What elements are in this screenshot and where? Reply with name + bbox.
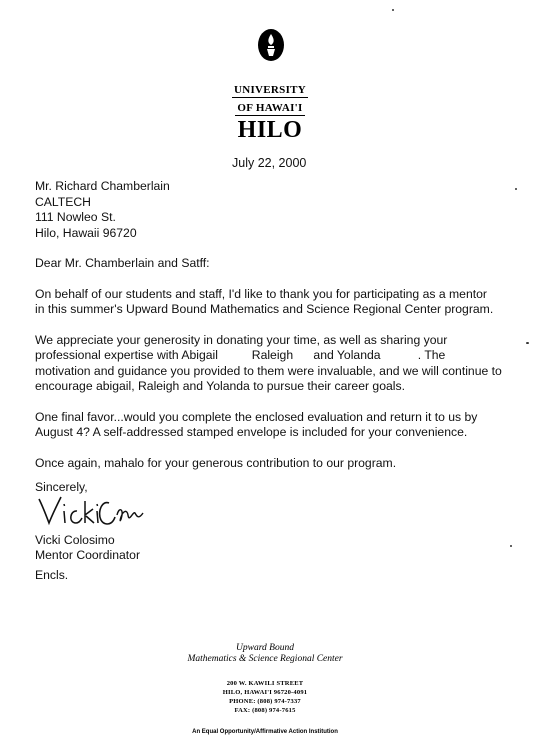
footer-fax: FAX: (808) 974-7615 bbox=[234, 707, 296, 714]
footer-phone: PHONE: (808) 974-7337 bbox=[229, 698, 301, 705]
paragraph-line: August 4? A self-addressed stamped envelope is included for your convenience. bbox=[35, 425, 468, 439]
paragraph-line: motivation and guidance you provided to them were invaluable, and we will continue to bbox=[35, 363, 502, 378]
letter-footer bbox=[160, 643, 370, 735]
paragraph-4 bbox=[35, 456, 535, 472]
recipient-address bbox=[35, 179, 535, 241]
recipient-street: 111 Nowleo St. bbox=[35, 210, 116, 224]
scan-speck bbox=[515, 188, 517, 190]
handwritten-signature bbox=[37, 493, 147, 533]
scan-speck bbox=[510, 545, 512, 547]
footer-eeo-statement: An Equal Opportunity/Affirmative Action Institution bbox=[192, 729, 338, 735]
paragraph-1 bbox=[35, 287, 535, 318]
paragraph-line: in this summer's Upward Bound Mathematics and Science Regional Center program. bbox=[35, 302, 494, 316]
footer-city: HILO, HAWAI'I 96720-4091 bbox=[222, 689, 308, 696]
letterhead-line-2: OF HAWAI'I bbox=[237, 102, 303, 114]
signer-name: Vicki Colosimo bbox=[35, 532, 115, 547]
recipient-org: CALTECH bbox=[35, 194, 91, 209]
scan-speck bbox=[526, 342, 529, 344]
university-letterhead bbox=[200, 80, 340, 142]
paragraph-2 bbox=[35, 333, 535, 395]
paragraph-line: On behalf of our students and staff, I'd like to thank you for participating as a mentor bbox=[35, 286, 487, 301]
footer-street: 200 W. KAWILI STREET bbox=[226, 680, 304, 687]
footer-program: Upward Bound bbox=[236, 643, 294, 653]
paragraph-line: Once again, mahalo for your generous contribution to our program. bbox=[35, 455, 397, 470]
paragraph-line: professional expertise with Abigail Raleigh and Yolanda . The bbox=[35, 348, 446, 362]
torch-emblem-icon bbox=[257, 28, 285, 62]
letter-date: July 22, 2000 bbox=[232, 156, 307, 170]
paragraph-3 bbox=[35, 410, 535, 441]
letter-body bbox=[35, 179, 535, 471]
closing: Sincerely, bbox=[35, 480, 88, 494]
footer-center: Mathematics & Science Regional Center bbox=[187, 654, 343, 664]
letterhead-line-1: UNIVERSITY bbox=[233, 84, 307, 96]
recipient-city: Hilo, Hawaii 96720 bbox=[35, 225, 137, 240]
letterhead-line-3: HILO bbox=[237, 117, 303, 143]
paragraph-line: We appreciate your generosity in donating your time, as well as sharing your bbox=[35, 332, 448, 347]
recipient-name: Mr. Richard Chamberlain bbox=[35, 179, 170, 193]
enclosures-note: Encls. bbox=[35, 568, 69, 582]
scan-speck bbox=[392, 9, 394, 11]
salutation: Dear Mr. Chamberlain and Satff: bbox=[35, 256, 210, 270]
paragraph-line: One final favor...would you complete the enclosed evaluation and return it to us by bbox=[35, 409, 478, 424]
paragraph-line: encourage abigail, Raleigh and Yolanda to pursue their career goals. bbox=[35, 379, 405, 393]
signer-title: Mentor Coordinator bbox=[35, 548, 140, 562]
